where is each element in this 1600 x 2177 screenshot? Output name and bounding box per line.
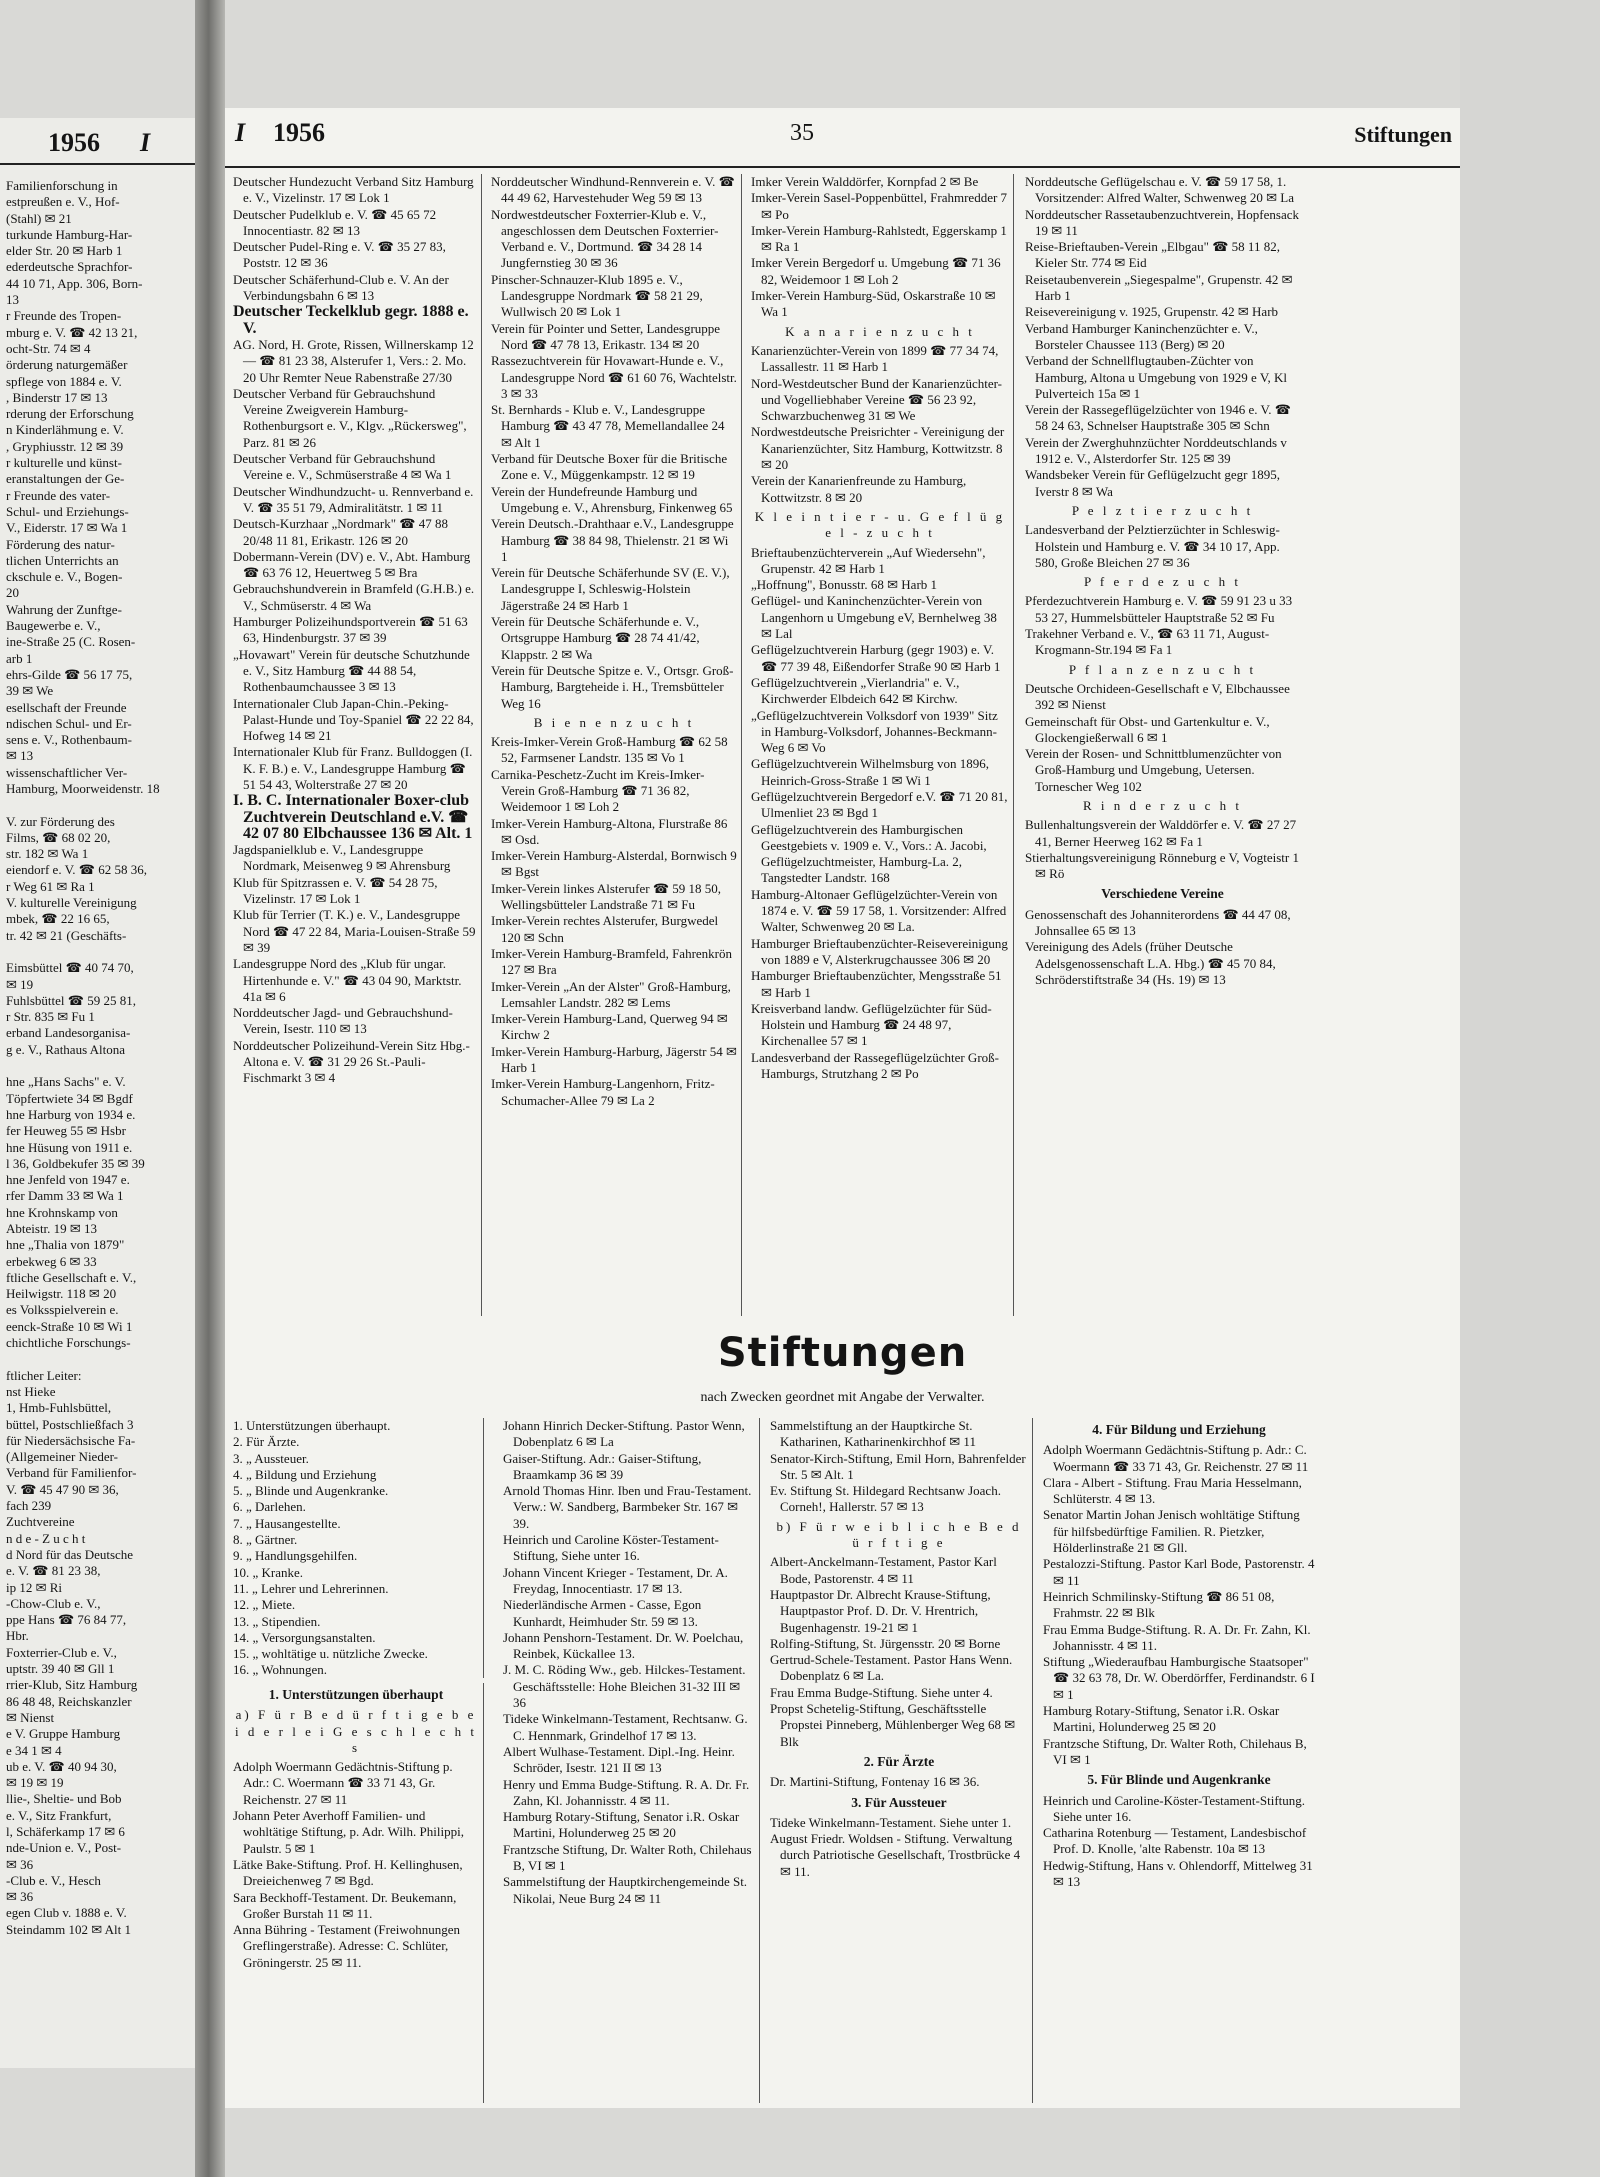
left-page-line: Familienforschung in bbox=[6, 178, 118, 193]
purpose-item: 8. „ Gärtner. bbox=[233, 1532, 298, 1548]
left-page-line: Abteistr. 19 ✉ 13 bbox=[6, 1221, 98, 1236]
directory-entry: Norddeutscher Polizeihund-Verein Sitz Hbg.-Altona e. V. ☎ 31 29 26 St.-Pauli-Fischmarkt 3 ✉ 4 bbox=[233, 1037, 470, 1086]
left-page-line: mbek, ☎ 22 16 65, bbox=[6, 911, 110, 927]
left-page-line: esellschaft der Freunde bbox=[6, 699, 127, 715]
directory-entry: Lätke Bake-Stiftung. Prof. H. Kellinghusen, Dreieichenweg 7 ✉ Bgd. bbox=[233, 1856, 463, 1889]
directory-entry: Gertrud-Schele-Testament. Pastor Hans Wenn. Dobenplatz 6 ✉ La. bbox=[770, 1652, 1013, 1684]
book-gutter bbox=[195, 0, 225, 2177]
purpose-item: 11. „ Lehrer und Lehrerinnen. bbox=[233, 1580, 389, 1596]
directory-entry: I. B. C. Internationaler Boxer-club Zuchtverein Deutschland e.V. ☎ 42 07 80 Elbchaussee 136 ✉ Alt. 1 bbox=[233, 792, 473, 842]
section-heading: 3. Für Aussteuer bbox=[851, 1794, 947, 1810]
left-page-line: Fuhlsbüttel ☎ 59 25 81, bbox=[6, 992, 136, 1008]
purpose-item: 13. „ Stipendien. bbox=[233, 1613, 321, 1629]
directory-entry: Hamburg Rotary-Stiftung, Senator i.R. Oskar Martini, Holunderweg 25 ✉ 20 bbox=[503, 1809, 740, 1841]
left-page-line: turkunde Hamburg-Har- bbox=[6, 226, 133, 242]
directory-entry: „Geflügelzuchtverein Volksdorf von 1939" Sitz in Hamburg-Volksdorf, Johannes-Beckmann-Weg 6 ✉ Vo bbox=[751, 707, 998, 756]
directory-entry: August Friedr. Woldsen - Stiftung. Verwaltung durch Patriotische Gesellschaft, Trostbrücke 4 ✉ 11. bbox=[770, 1831, 1021, 1879]
left-page-line: eranstaltungen der Ge- bbox=[6, 471, 125, 487]
left-page-line: Töpfertwiete 34 ✉ Bgdf bbox=[6, 1090, 133, 1106]
directory-entry: Imker-Verein linkes Alsterufer ☎ 59 18 50, Wellingsbütteler Landstraße 71 ✉ Fu bbox=[491, 880, 722, 913]
directory-entry: Deutscher Verband für Gebrauchshund Vereine Zweigverein Hamburg-Rothenburgsort e. V., Klgv. „Rückersweg", Parz. 81 ✉ 26 bbox=[233, 385, 467, 450]
section-heading: a) F ü r B e d ü r f t i g e b e i d e r l e i G e s c h l e c h t s bbox=[235, 1707, 477, 1755]
directory-entry: Stierhaltungsvereinigung Rönneburg e V, Vogteistr 1 ✉ Rö bbox=[1025, 849, 1299, 882]
left-page-line: Hbr. bbox=[6, 1628, 29, 1644]
directory-entry: Norddeutscher Rassetaubenzuchtverein, Hopfensack 19 ✉ 11 bbox=[1025, 206, 1299, 238]
directory-entry: Hauptpastor Dr. Albrecht Krause-Stiftung, Hauptpastor Prof. D. Dr. V. Hrentrich, Bugenhagenstr. 19-21 ✉ 1 bbox=[770, 1586, 991, 1635]
directory-entry: Imker-Verein „An der Alster" Groß-Hamburg, Lemsahler Landstr. 282 ✉ Lems bbox=[491, 978, 731, 1010]
left-page-line: -Chow-Club e. V., bbox=[6, 1595, 101, 1611]
section-heading: P f e r d e z u c h t bbox=[1083, 574, 1242, 590]
left-page-line: uptstr. 39 40 ✉ Gll 1 bbox=[6, 1661, 115, 1677]
left-page-line bbox=[6, 1058, 194, 1074]
directory-entry: Klub für Terrier (T. K.) e. V., Landesgruppe Nord ☎ 47 22 84, Maria-Louisen-Straße 59 ✉ 39 bbox=[233, 907, 476, 955]
directory-entry: Verein der Hundefreunde Hamburg und Umgebung e. V., Ahrensburg, Finkenweg 65 bbox=[491, 483, 733, 515]
directory-entry: Niederländische Armen - Casse, Egon Kunhardt, Heimhuder Str. 59 ✉ 13. bbox=[503, 1597, 702, 1629]
directory-entry: Pinscher-Schnauzer-Klub 1895 e. V., Landesgruppe Nordmark ☎ 58 21 29, Wullwisch 20 ✉ Lok 1 bbox=[491, 271, 703, 320]
directory-entry: Heinrich und Caroline-Köster-Testament-Stiftung. Siehe unter 16. bbox=[1043, 1792, 1306, 1824]
stiftungen-column-2 bbox=[503, 1418, 760, 2103]
section-heading: b) F ü r w e i b l i c h e B e d ü r f t i g e bbox=[776, 1518, 1022, 1551]
left-page-line: Foxterrier-Club e. V., bbox=[6, 1644, 117, 1660]
section-heading: K a n a r i e n z u c h t bbox=[785, 323, 975, 339]
left-page-line: V. zur Förderung des bbox=[6, 813, 115, 829]
section-title: Stiftungen bbox=[1354, 122, 1452, 147]
directory-entry: Geflügelzuchtverein Bergedorf e.V. ☎ 71 20 81, Ulmenliet 23 ✉ Bgd 1 bbox=[751, 788, 1008, 821]
left-page-mark: I bbox=[140, 128, 151, 157]
directory-entry: Klub für Spitzrassen e. V. ☎ 54 28 75, Vizelinstr. 17 ✉ Lok 1 bbox=[233, 874, 438, 907]
left-page-line: (Allgemeiner Nieder- bbox=[6, 1449, 118, 1465]
purpose-item: 6. „ Darlehen. bbox=[233, 1499, 306, 1515]
directory-entry: Imker-Verein Hamburg-Bramfeld, Fahrenkrön 127 ✉ Bra bbox=[491, 945, 733, 978]
left-page-line: e 34 1 ✉ 4 bbox=[6, 1742, 62, 1758]
directory-entry: Imker-Verein Hamburg-Rahlstedt, Eggerskamp 1 ✉ Ra 1 bbox=[751, 222, 1007, 255]
page bbox=[225, 108, 1460, 2108]
directory-entry: Propst Schetelig-Stiftung, Geschäftsstelle Propstei Pinneberg, Mühlenberger Weg 68 ✉ Blk bbox=[770, 1701, 1016, 1749]
stiftungen-column-4 bbox=[1043, 1418, 1315, 2103]
directory-entry: Imker-Verein Hamburg-Harburg, Jägerstr 54 ✉ Harb 1 bbox=[491, 1043, 737, 1076]
directory-entry: Verein der Rosen- und Schnittblumenzüchter von Groß-Hamburg und Umgebung, Uetersen. Tornescher Weg 102 bbox=[1025, 746, 1282, 794]
section-heading: 4. Für Bildung und Erziehung bbox=[1092, 1422, 1266, 1437]
left-page-line: rrier-Klub, Sitz Hamburg bbox=[6, 1677, 138, 1693]
left-page-line: l 36, Goldbekufer 35 ✉ 39 bbox=[6, 1155, 145, 1171]
left-page-line: Films, ☎ 68 02 20, bbox=[6, 829, 111, 845]
left-page-line: hne „Thalia von 1879" bbox=[6, 1237, 125, 1253]
left-page-line: e V. Gruppe Hamburg bbox=[6, 1726, 121, 1742]
left-page-line: r Freunde des vater- bbox=[6, 487, 111, 503]
column-kanarienzucht bbox=[751, 174, 1014, 1316]
directory-entry: Geflügelzuchtverein Wilhelmsburg von 1896, Heinrich-Gross-Straße 1 ✉ Wi 1 bbox=[751, 756, 989, 788]
directory-entry: Nordwestdeutscher Foxterrier-Klub e. V., angeschlossen dem Deutschen Foxterrier-Verband e. V., Dortmund. ☎ 34 28 14 Jungfernstieg 30 ✉ 36 bbox=[491, 206, 719, 271]
stiftungen-column-3 bbox=[770, 1418, 1033, 2103]
left-page-line bbox=[6, 1351, 194, 1367]
left-page-line: ndischen Schul- und Er- bbox=[6, 715, 132, 731]
directory-entry: Verband für Deutsche Boxer für die Britische Zone e. V., Müggenkampstr. 12 ✉ 19 bbox=[491, 451, 728, 483]
left-page-line: erband Landesorganisa- bbox=[6, 1025, 131, 1041]
left-page-line: ip 12 ✉ Ri bbox=[6, 1579, 63, 1595]
left-page-line: Baugewerbe e. V., bbox=[6, 618, 101, 634]
directory-entry: Landesgruppe Nord des „Klub für ungar. Hirtenhunde e. V." ☎ 43 04 90, Marktstr. 41a ✉ 6 bbox=[233, 956, 462, 1004]
left-page-line: es Volksspielverein e. bbox=[6, 1302, 119, 1318]
left-page-line: hne Jenfeld von 1947 e. bbox=[6, 1172, 130, 1188]
directory-entry: Sammelstiftung an der Hauptkirche St. Katharinen, Katharinenkirchhof ✉ 11 bbox=[770, 1418, 976, 1450]
directory-entry: Johann Penshorn-Testament. Dr. W. Poelchau, Reinbek, Kückallee 13. bbox=[503, 1629, 744, 1662]
left-page-line bbox=[6, 944, 194, 960]
directory-entry: Deutscher Schäferhund-Club e. V. An der Verbindungsbahn 6 ✉ 13 bbox=[233, 271, 449, 304]
left-page-line: eenck-Straße 10 ✉ Wi 1 bbox=[6, 1318, 133, 1334]
section-heading: Verschiedene Vereine bbox=[1101, 886, 1224, 902]
purpose-item: 12. „ Miete. bbox=[233, 1597, 296, 1613]
left-page-line: erbekweg 6 ✉ 33 bbox=[6, 1253, 97, 1269]
directory-entry: Kreisverband landw. Geflügelzüchter für Süd-Holstein und Hamburg ☎ 24 48 97, Kirchenallee 57 ✉ 1 bbox=[751, 1000, 992, 1049]
left-page-line: r Freunde des Tropen- bbox=[6, 308, 122, 324]
directory-entry: Verband der Schnellflugtauben-Züchter von Hamburg, Altona u Umgebung von 1929 e V, Kl Pulverteich 15a ✉ 1 bbox=[1025, 353, 1288, 401]
left-page-line: spflege von 1884 e. V. bbox=[6, 373, 122, 389]
directory-entry: Vereinigung des Adels (früher Deutsche Adelsgenossenschaft L.A. Hbg.) ☎ 45 70 84, Schröderstiftstraße 34 (Hs. 19) ✉ 13 bbox=[1025, 939, 1276, 987]
purpose-item: 16. „ Wohnungen. bbox=[233, 1662, 328, 1678]
left-page-line: ftlicher Leiter: bbox=[6, 1367, 82, 1383]
left-page-line: egen Club v. 1888 e. V. bbox=[6, 1905, 127, 1921]
left-page-line: l, Schäferkamp 17 ✉ 6 bbox=[6, 1823, 125, 1839]
directory-entry: Hamburg Rotary-Stiftung, Senator i.R. Oskar Martini, Holunderweg 25 ✉ 20 bbox=[1043, 1703, 1280, 1735]
left-page-line: 86 48 48, Reichskanzler bbox=[6, 1693, 132, 1709]
directory-entry: Deutscher Windhundzucht- u. Rennverband e. V. ☎ 35 51 79, Admiralitätstr. 1 ✉ 11 bbox=[233, 483, 474, 515]
left-page-line: ub e. V. ☎ 40 94 30, bbox=[6, 1758, 117, 1774]
section-heading: P f l a n z e n z u c h t bbox=[1068, 661, 1257, 677]
left-page-line: Hamburg, Moorweidenstr. 18 bbox=[6, 780, 160, 796]
left-page-line: V. ☎ 45 47 90 ✉ 36, bbox=[6, 1481, 119, 1497]
left-page-line: ✉ 13 bbox=[6, 748, 34, 764]
left-page-line: , Gryphiusstr. 12 ✉ 39 bbox=[6, 438, 124, 454]
directory-entry: Heinrich Schmilinsky-Stiftung ☎ 86 51 08, Frahmstr. 22 ✉ Blk bbox=[1043, 1588, 1275, 1621]
left-page-line: ckschule e. V., Bogen- bbox=[6, 569, 123, 585]
section-heading: K l e i n t i e r - u. G e f l ü g e l - z u c h t bbox=[754, 508, 1006, 541]
directory-entry: Reise-Brieftauben-Verein „Elbgau" ☎ 58 11 82, Kieler Str. 774 ✉ Eid bbox=[1025, 239, 1280, 271]
column-pflanzenzucht bbox=[1025, 174, 1300, 1316]
left-page-line: ehrs-Gilde ☎ 56 17 75, bbox=[6, 666, 133, 682]
section-heading: 5. Für Blinde und Augenkranke bbox=[1087, 1772, 1271, 1788]
left-page-line: hne „Hans Sachs" e. V. bbox=[6, 1074, 126, 1090]
directory-entry: Albert Wulhase-Testament. Dipl.-Ing. Heinr. Schröder, Isestr. 121 II ✉ 13 bbox=[503, 1743, 735, 1776]
left-page-line: ✉ 19 ✉ 19 bbox=[6, 1775, 64, 1791]
directory-entry: Verein für Deutsche Spitze e. V., Ortsgr. Groß-Hamburg, Bargteheide i. H., Tremsbütteler Weg 16 bbox=[491, 662, 734, 711]
left-page-line: ✉ 36 bbox=[6, 1889, 34, 1905]
left-page-line: estpreußen e. V., Hof- bbox=[6, 194, 120, 210]
directory-entry: Adolph Woermann Gedächtnis-Stiftung p. Adr.: C. Woermann ☎ 33 71 43, Gr. Reichenstr. 27 ✉ 11 bbox=[233, 1759, 453, 1807]
directory-entry: AG. Nord, H. Grote, Rissen, Willnerskamp 12 — ☎ 81 23 38, Alsterufer 1, Vers.: 2. Mo. 20 Uhr Remter Neue Rabenstraße 27/30 bbox=[233, 336, 474, 385]
left-page-line: 39 ✉ We bbox=[6, 683, 54, 699]
directory-entry: Frantzsche Stiftung, Dr. Walter Roth, Chilehaus B, VI ✉ 1 bbox=[1043, 1735, 1307, 1767]
purpose-item: 1. Unterstützungen überhaupt. bbox=[233, 1418, 391, 1433]
directory-entry: Verein für Deutsche Schäferhunde SV (E. V.), Landesgruppe I, Schleswig-Holstein Jägerstraße 24 ✉ Harb 1 bbox=[491, 565, 730, 613]
left-page-line: hne Harburg von 1934 e. bbox=[6, 1106, 136, 1122]
directory-entry: Imker Verein Bergedorf u. Umgebung ☎ 71 36 82, Weidemoor 1 ✉ Loh 2 bbox=[751, 255, 1001, 287]
left-page-line: Wahrung der Zunftge- bbox=[6, 601, 122, 617]
section-heading: R i n d e r z u c h t bbox=[1082, 797, 1243, 813]
directory-entry: Heinrich und Caroline Köster-Testament-Stiftung, Siehe unter 16. bbox=[503, 1532, 719, 1564]
directory-entry: Landesverband der Rassegeflügelzüchter Groß-Hamburgs, Strutzhang 2 ✉ Po bbox=[751, 1049, 999, 1082]
left-page-line: ✉ 19 bbox=[6, 976, 34, 992]
left-page-line: Eimsbüttel ☎ 40 74 70, bbox=[6, 960, 134, 976]
directory-entry: Stiftung „Wiederaufbau Hamburgische Staatsoper" ☎ 32 63 78, Dr. W. Oberdörffer, Ferdinandstr. 6 I ✉ 1 bbox=[1043, 1654, 1315, 1702]
left-page-line: sens e. V., Rothenbaum- bbox=[6, 732, 132, 748]
section-heading: B i e n e n z u c h t bbox=[533, 714, 695, 730]
directory-entry: Pferdezuchtverein Hamburg e. V. ☎ 59 91 23 u 33 53 27, Hummelsbütteler Hauptstraße 52 ✉ Fu bbox=[1025, 593, 1293, 625]
directory-entry: Dobermann-Verein (DV) e. V., Abt. Hamburg ☎ 63 76 12, Heuertweg 5 ✉ Bra bbox=[233, 548, 471, 581]
purpose-item: 9. „ Handlungsgehilfen. bbox=[233, 1548, 358, 1564]
left-page-line: ftliche Gesellschaft e. V., bbox=[6, 1269, 137, 1285]
directory-entry: Gaiser-Stiftung. Adr.: Gaiser-Stiftung, Braamkamp 36 ✉ 39 bbox=[503, 1450, 702, 1482]
directory-entry: „Hoffnung", Bonusstr. 68 ✉ Harb 1 bbox=[751, 577, 938, 593]
left-page-line: hne Krohnskamp von bbox=[6, 1204, 118, 1220]
directory-entry: Hamburger Brieftaubenzüchter-Reisevereinigung von 1889 e V, Alsterkrugchaussee 306 ✉ 20 bbox=[751, 935, 1008, 967]
directory-entry: Nord-Westdeutscher Bund der Kanarienzüchter- und Vogelliebhaber Vereine ☎ 56 23 92, Schwarzbuchenweg 31 ✉ We bbox=[751, 375, 1003, 424]
section-heading: P e l z t i e r z u c h t bbox=[1071, 502, 1254, 518]
page-number: 35 bbox=[790, 120, 814, 146]
directory-entry: Verein Deutsch.-Drahthaar e.V., Landesgruppe Hamburg ☎ 38 84 98, Thielenstr. 21 ✉ Wi 1 bbox=[491, 516, 734, 564]
directory-entry: Verein für Deutsche Schäferhunde e. V., Ortsgruppe Hamburg ☎ 28 74 41/42, Klappstr. 2 ✉ Wa bbox=[491, 614, 700, 662]
directory-entry: Johann Hinrich Decker-Stiftung. Pastor Wenn, Dobenplatz 6 ✉ La bbox=[503, 1418, 745, 1450]
stiftungen-purpose-list bbox=[233, 1418, 484, 1678]
directory-entry: Jagdspanielklub e. V., Landesgruppe Nordmark, Meisenweg 9 ✉ Ahrensburg bbox=[233, 842, 451, 874]
left-page-line: büttel, Postschließfach 3 bbox=[6, 1416, 134, 1432]
left-page-line: örderung naturgemäßer bbox=[6, 357, 128, 373]
directory-entry: Rassezuchtverein für Hovawart-Hunde e. V., Landesgruppe Nord ☎ 61 60 76, Wachtelstr. 3 ✉ 33 bbox=[491, 353, 737, 401]
left-page-line: llie-, Sheltie- und Bob bbox=[6, 1791, 122, 1807]
directory-entry: Wandsbeker Verein für Geflügelzucht gegr 1895, Iverstr 8 ✉ Wa bbox=[1025, 467, 1281, 499]
directory-entry: Hamburg-Altonaer Geflügelzüchter-Verein von 1874 e. V. ☎ 59 17 58, 1. Vorsitzender: Alfred Walter, Schwenweg 20 ✉ La. bbox=[751, 886, 1007, 935]
section-heading: 2. Für Ärzte bbox=[863, 1753, 935, 1769]
left-page-line: r Weg 61 ✉ Ra 1 bbox=[6, 878, 95, 894]
stiftungen-subtitle: nach Zwecken geordnet mit Angabe der Verwalter. bbox=[700, 1390, 985, 1405]
directory-entry: St. Bernhards - Klub e. V., Landesgruppe Hamburg ☎ 43 47 78, Memellandallee 24 ✉ Alt 1 bbox=[491, 402, 725, 450]
left-page-line: Heilwigstr. 118 ✉ 20 bbox=[6, 1286, 117, 1302]
directory-entry: Deutscher Hundezucht Verband Sitz Hamburg e. V., Vizelinstr. 17 ✉ Lok 1 bbox=[233, 174, 474, 206]
directory-entry: Arnold Thomas Hinr. Iben und Frau-Testament. Verw.: W. Sandberg, Barmbeker Str. 167 ✉ 39. bbox=[503, 1483, 752, 1531]
left-page-line: rfer Damm 33 ✉ Wa 1 bbox=[6, 1188, 124, 1204]
directory-entry: Reisevereinigung v. 1925, Grupenstr. 42 ✉ Harb bbox=[1025, 304, 1279, 320]
directory-entry: Reisetaubenverein „Siegespalme", Grupenstr. 42 ✉ Harb 1 bbox=[1025, 271, 1293, 304]
directory-entry: Imker-Verein Sasel-Poppenbüttel, Frahmredder 7 ✉ Po bbox=[751, 190, 1008, 222]
directory-entry: Imker-Verein Hamburg-Alsterdal, Bornwisch 9 ✉ Bgst bbox=[491, 848, 737, 880]
left-page-line: fer Heuweg 55 ✉ Hsbr bbox=[6, 1123, 126, 1139]
directory-entry: Imker Verein Walddörfer, Kornpfad 2 ✉ Be bbox=[751, 174, 979, 189]
section-heading: 1. Unterstützungen überhaupt bbox=[268, 1687, 444, 1702]
left-page-line: chichtliche Forschungs- bbox=[6, 1335, 131, 1351]
directory-entry: Tideke Winkelmann-Testament. Siehe unter 1. bbox=[770, 1814, 1012, 1830]
left-page-line: 13 bbox=[6, 292, 19, 308]
left-page-line: n Kinderlähmung e. V. bbox=[6, 422, 124, 438]
left-page-line: für Niedersächsische Fa- bbox=[6, 1432, 136, 1448]
directory-entry: Norddeutsche Geflügelschau e. V. ☎ 59 17 58, 1. Vorsitzender: Alfred Walter, Schwenweg 20 ✉ La bbox=[1025, 174, 1295, 206]
directory-entry: Gemeinschaft für Obst- und Gartenkultur e. V., Glockengießerwall 6 ✉ 1 bbox=[1025, 713, 1270, 745]
directory-entry: Kreis-Imker-Verein Groß-Hamburg ☎ 62 58 52, Farmsener Landstr. 135 ✉ Vo 1 bbox=[491, 734, 728, 766]
directory-entry: Imker-Verein Hamburg-Langenhorn, Fritz-Schumacher-Allee 79 ✉ La 2 bbox=[491, 1076, 715, 1108]
directory-entry: Hamburger Brieftaubenzüchter, Mengsstraße 51 ✉ Harb 1 bbox=[751, 968, 1002, 1000]
left-page-line: ine-Straße 25 (C. Rosen- bbox=[6, 634, 136, 650]
left-page-line: rderung der Erforschung bbox=[6, 406, 134, 422]
left-page-line: wissenschaftlicher Ver- bbox=[6, 764, 128, 780]
directory-entry: Deutscher Pudel-Ring e. V. ☎ 35 27 83, Poststr. 12 ✉ 36 bbox=[233, 239, 446, 271]
left-page-line: g e. V., Rathaus Altona bbox=[6, 1041, 126, 1057]
left-page-line: Förderung des natur- bbox=[6, 536, 115, 552]
purpose-item: 2. Für Ärzte. bbox=[233, 1434, 300, 1450]
left-page-line: ppe Hans ☎ 76 84 77, bbox=[6, 1612, 127, 1628]
header-rule bbox=[225, 166, 1460, 168]
directory-entry: Henry und Emma Budge-Stiftung. R. A. Dr. Fr. Zahn, Kl. Johannisstr. 4 ✉ 11. bbox=[503, 1776, 750, 1808]
directory-entry: Geflügel- und Kaninchenzüchter-Verein von Langenhorn u Umgebung eV, Bernhelweg 38 ✉ Lal bbox=[751, 593, 997, 642]
left-page-line: r kulturelle und künst- bbox=[6, 455, 122, 471]
directory-entry: Kanarienzüchter-Verein von 1899 ☎ 77 34 74, Lassallestr. 11 ✉ Harb 1 bbox=[751, 342, 999, 375]
directory-entry: Pestalozzi-Stiftung. Pastor Karl Bode, Pastorenstr. 4 ✉ 11 bbox=[1043, 1556, 1315, 1588]
directory-entry: Johann Peter Averhoff Familien- und wohltätige Stiftung, p. Adr. Wilh. Philippi, Paulstr. 5 ✉ 1 bbox=[233, 1808, 464, 1856]
purpose-item: 10. „ Kranke. bbox=[233, 1564, 304, 1580]
left-page-line: str. 182 ✉ Wa 1 bbox=[6, 846, 89, 862]
left-page-line: e. V. ☎ 81 23 38, bbox=[6, 1563, 101, 1579]
left-page-line: arb 1 bbox=[6, 650, 33, 666]
left-page-line: e. V., Sitz Frankfurt, bbox=[6, 1807, 112, 1823]
left-page-line bbox=[6, 797, 194, 813]
directory-entry: Imker-Verein rechtes Alsterufer, Burgwedel 120 ✉ Schn bbox=[491, 913, 719, 945]
purpose-item: 3. „ Aussteuer. bbox=[233, 1450, 309, 1466]
directory-entry: Imker-Verein Hamburg-Altona, Flurstraße 86 ✉ Osd. bbox=[491, 815, 728, 847]
left-page-line: , Binderstr 17 ✉ 13 bbox=[6, 389, 108, 405]
directory-entry: Verein der Kanarienfreunde zu Hamburg, Kottwitzstr. 8 ✉ 20 bbox=[751, 473, 967, 505]
left-page-line: -Club e. V., Hesch bbox=[6, 1872, 101, 1888]
directory-entry: Internationaler Club Japan-Chin.-Peking-Palast-Hunde und Toy-Spaniel ☎ 22 22 84, Hofweg 14 ✉ 21 bbox=[233, 695, 474, 744]
left-page-line: V., Eiderstr. 17 ✉ Wa 1 bbox=[6, 520, 128, 536]
directory-entry: Albert-Anckelmann-Testament, Pastor Karl Bode, Pastorenstr. 4 ✉ 11 bbox=[770, 1554, 997, 1586]
purpose-item: 7. „ Hausangestellte. bbox=[233, 1515, 341, 1531]
left-page-line: V. kulturelle Vereinigung bbox=[6, 895, 137, 911]
directory-entry: Imker-Verein Hamburg-Süd, Oskarstraße 10 ✉ Wa 1 bbox=[751, 288, 996, 320]
left-page-line: Verband für Familienfor- bbox=[6, 1465, 137, 1481]
left-page-line: ederdeutsche Sprachfor- bbox=[6, 259, 133, 275]
directory-entry: Deutsche Orchideen-Gesellschaft e V, Elbchaussee 392 ✉ Nienst bbox=[1025, 680, 1290, 713]
directory-entry: Deutscher Pudelklub e. V. ☎ 45 65 72 Innocentiastr. 82 ✉ 13 bbox=[233, 206, 437, 238]
page-year: 1956 bbox=[273, 118, 325, 147]
directory-entry: Sammelstiftung der Hauptkirchengemeinde St. Nikolai, Neue Burg 24 ✉ 11 bbox=[503, 1874, 748, 1906]
directory-entry: Verein der Zwerghuhnzüchter Norddeutschlands v 1912 e. V., Alsterdorfer Str. 125 ✉ 39 bbox=[1025, 434, 1287, 467]
directory-entry: Senator Martin Johan Jenisch wohltätige Stiftung für hilfsbedürftige Familien. R. Pietzker, Hölderlinstraße 21 ✉ Gll. bbox=[1043, 1507, 1300, 1556]
directory-entry: Deutscher Teckelklub gegr. 1888 e. V. bbox=[233, 303, 469, 337]
directory-entry: Catharina Rotenburg — Testament, Landesbischof Prof. D. Knolle, 'alte Rabenstr. 10a ✉ 13 bbox=[1043, 1825, 1307, 1857]
directory-entry: Clara - Albert - Stiftung. Frau Maria Hesselmann, Schlüterstr. 4 ✉ 13. bbox=[1043, 1474, 1302, 1507]
column-hundezucht bbox=[233, 174, 482, 1316]
left-page-line: ✉ Nienst bbox=[6, 1709, 55, 1725]
left-page-line: ocht-Str. 74 ✉ 4 bbox=[6, 340, 91, 356]
left-page-line: 1, Hmb-Fuhlsbüttel, bbox=[6, 1400, 112, 1416]
purpose-item: 5. „ Blinde und Augenkranke. bbox=[233, 1483, 389, 1499]
directory-entry: Gebrauchshundverein in Bramfeld (G.H.B.) e. V., Schmüserstr. 4 ✉ Wa bbox=[233, 581, 475, 613]
directory-entry: Bullenhaltungsverein der Walddörfer e. V. ☎ 27 27 41, Berner Heerweg 162 ✉ Fa 1 bbox=[1025, 817, 1297, 849]
directory-entry: Rolfing-Stiftung, St. Jürgensstr. 20 ✉ Borne bbox=[770, 1635, 1001, 1651]
directory-entry: Norddeutscher Jagd- und Gebrauchshund-Verein, Isestr. 110 ✉ 13 bbox=[233, 1005, 453, 1037]
left-page-line: d Nord für das Deutsche bbox=[6, 1546, 134, 1562]
left-page-line: nde-Union e. V., Post- bbox=[6, 1840, 122, 1856]
directory-entry: Imker-Verein Hamburg-Land, Querweg 94 ✉ Kirchw 2 bbox=[491, 1011, 728, 1043]
left-page-line: hne Hüsung von 1911 e. bbox=[6, 1139, 133, 1155]
left-page-line: n d e - Z u c h t bbox=[6, 1530, 86, 1546]
left-page-line: nst Hieke bbox=[6, 1383, 56, 1399]
left-page-line: 44 10 71, App. 306, Born- bbox=[6, 275, 143, 291]
left-page-line: tlichen Unterrichts an bbox=[6, 552, 119, 568]
directory-entry: Deutscher Verband für Gebrauchshund Vereine e. V., Schmüserstraße 4 ✉ Wa 1 bbox=[233, 451, 452, 483]
stiftungen-title: Stiftungen bbox=[717, 1330, 968, 1376]
left-page-line: tr. 42 ✉ 21 (Geschäfts- bbox=[6, 927, 127, 943]
directory-entry: Geflügelzuchtverein des Hamburgischen Geestgebiets v. 1909 e. V., Vors.: A. Jacobi, Geflügelzuchtmeister, Hamburg-La. 2, Tangstedter Landstr. 168 bbox=[751, 821, 987, 886]
directory-entry: Sara Beckhoff-Testament. Dr. Beukemann, Großer Burstah 11 ✉ 11. bbox=[233, 1889, 457, 1921]
directory-entry: Frau Emma Budge-Stiftung. R. A. Dr. Fr. Zahn, Kl. Johannisstr. 4 ✉ 11. bbox=[1043, 1621, 1311, 1653]
directory-entry: Landesverband der Pelztierzüchter in Schleswig-Holstein und Hamburg e. V. ☎ 34 10 17, App. 580, Große Bleichen 27 ✉ 36 bbox=[1025, 522, 1280, 570]
directory-entry: Nordwestdeutsche Preisrichter - Vereinigung der Kanarienzüchter, Sitz Hamburg, Kottwitzstr. 8 ✉ 20 bbox=[751, 424, 1005, 473]
purpose-item: 4. „ Bildung und Erziehung bbox=[233, 1466, 377, 1482]
page-right-margin bbox=[1460, 0, 1600, 2177]
directory-entry: Frantzsche Stiftung, Dr. Walter Roth, Chilehaus B, VI ✉ 1 bbox=[503, 1841, 752, 1874]
left-page-line: fach 239 bbox=[6, 1498, 52, 1514]
left-page-line: mburg e. V. ☎ 42 13 21, bbox=[6, 324, 138, 340]
column-bienenzucht bbox=[491, 174, 742, 1316]
directory-entry: Tideke Winkelmann-Testament, Rechtsanw. G. C. Hennmark, Grindelhof 17 ✉ 13. bbox=[503, 1711, 748, 1743]
left-page-line: Schul- und Erziehungs- bbox=[6, 503, 129, 519]
directory-entry: Verein für Pointer und Setter, Landesgruppe Nord ☎ 47 78 13, Erikastr. 134 ✉ 20 bbox=[491, 320, 721, 352]
directory-entry: Frau Emma Budge-Stiftung. Siehe unter 4. bbox=[770, 1684, 993, 1700]
directory-entry: Verband Hamburger Kaninchenzüchter e. V., Borsteler Chaussee 113 (Berg) ✉ 20 bbox=[1025, 320, 1258, 352]
left-page-year: 1956 bbox=[48, 128, 100, 157]
purpose-item: 14. „ Versorgungsanstalten. bbox=[233, 1629, 376, 1645]
left-page-line: elder Str. 20 ✉ Harb 1 bbox=[6, 243, 123, 259]
directory-entry: Hamburger Polizeihundsportverein ☎ 51 63 63, Hindenburgstr. 37 ✉ 39 bbox=[233, 614, 468, 646]
directory-entry: Anna Bühring - Testament (Freiwohnungen Greflingerstraße). Adresse: C. Schlüter, Gröningerstr. 25 ✉ 11. bbox=[233, 1922, 461, 1970]
left-page-line: r Str. 835 ✉ Fu 1 bbox=[6, 1009, 95, 1025]
stiftungen-column-1 bbox=[233, 1683, 484, 2103]
directory-entry: Hedwig-Stiftung, Hans v. Ohlendorff, Mittelweg 31 ✉ 13 bbox=[1043, 1857, 1313, 1890]
left-page-strip bbox=[0, 118, 195, 2068]
directory-entry: Internationaler Klub für Franz. Bulldoggen (I. K. F. B.) e. V., Landesgruppe Hamburg ☎ 51 54 43, Wolterstraße 27 ✉ 20 bbox=[233, 744, 473, 792]
left-page-line: Steindamm 102 ✉ Alt 1 bbox=[6, 1921, 132, 1937]
left-page-header-rule bbox=[0, 163, 195, 165]
left-page-line: (Stahl) ✉ 21 bbox=[6, 210, 72, 226]
directory-entry: Carnika-Peschetz-Zucht im Kreis-Imker-Verein Groß-Hamburg ☎ 71 36 82, Weidemoor 1 ✉ Loh 2 bbox=[491, 766, 705, 815]
directory-entry: Johann Vincent Krieger - Testament, Dr. A. Freydag, Innocentiastr. 17 ✉ 13. bbox=[503, 1564, 728, 1596]
directory-entry: „Hovawart" Verein für deutsche Schutzhunde e. V., Sitz Hamburg ☎ 44 88 54, Rothenbaumchaussee 3 ✉ 13 bbox=[233, 646, 470, 695]
directory-entry: Ev. Stiftung St. Hildegard Rechtsanw Joach. Corneh!, Hallerstr. 57 ✉ 13 bbox=[770, 1483, 1001, 1515]
directory-entry: Trakehner Verband e. V., ☎ 63 11 71, August-Krogmann-Str.194 ✉ Fa 1 bbox=[1025, 626, 1270, 658]
directory-entry: Adolph Woermann Gedächtnis-Stiftung p. Adr.: C. Woermann ☎ 33 71 43, Gr. Reichenstr. 27 ✉ 11 bbox=[1043, 1442, 1309, 1474]
directory-entry: Verein der Rassegeflügelzüchter von 1946 e. V. ☎ 58 24 63, Schnelser Hauptstraße 305 ✉ Schn bbox=[1025, 402, 1291, 434]
directory-entry: Deutsch-Kurzhaar „Nordmark" ☎ 47 88 20/48 11 81, Erikastr. 126 ✉ 20 bbox=[233, 516, 448, 548]
directory-entry: Genossenschaft des Johanniterordens ☎ 44 47 08, Johnsallee 65 ✉ 13 bbox=[1025, 906, 1291, 939]
left-page-line: ✉ 36 bbox=[6, 1856, 34, 1872]
left-page-line: Zuchtvereine bbox=[6, 1514, 75, 1530]
left-page-text bbox=[6, 178, 194, 2058]
left-page-line: eiendorf e. V. ☎ 62 58 36, bbox=[6, 862, 148, 878]
directory-entry: Senator-Kirch-Stiftung, Emil Horn, Bahrenfelder Str. 5 ✉ Alt. 1 bbox=[770, 1450, 1026, 1482]
directory-entry: Brieftaubenzüchterverein „Auf Wiedersehn", Grupenstr. 42 ✉ Harb 1 bbox=[751, 544, 986, 576]
directory-entry: Norddeutscher Windhund-Rennverein e. V. ☎ 44 49 62, Harvestehuder Weg 59 ✉ 13 bbox=[491, 174, 735, 206]
directory-entry: Dr. Martini-Stiftung, Fontenay 16 ✉ 36. bbox=[770, 1774, 980, 1790]
left-page-line: 20 bbox=[6, 585, 19, 601]
page-mark: I bbox=[235, 118, 246, 147]
directory-entry: Geflügelzuchtverein „Vierlandria" e. V., Kirchwerder Elbdeich 642 ✉ Kirchw. bbox=[751, 674, 960, 707]
purpose-item: 15. „ wohltätige u. nützliche Zwecke. bbox=[233, 1646, 428, 1662]
directory-entry: Geflügelzuchtverein Harburg (gegr 1903) e. V. ☎ 77 39 48, Eißendorfer Straße 90 ✉ Harb 1 bbox=[751, 642, 1001, 674]
directory-entry: J. M. C. Röding Ww., geb. Hilckes-Testament. Geschäftsstelle: Hohe Bleichen 31-32 III ✉ 36 bbox=[503, 1662, 746, 1711]
